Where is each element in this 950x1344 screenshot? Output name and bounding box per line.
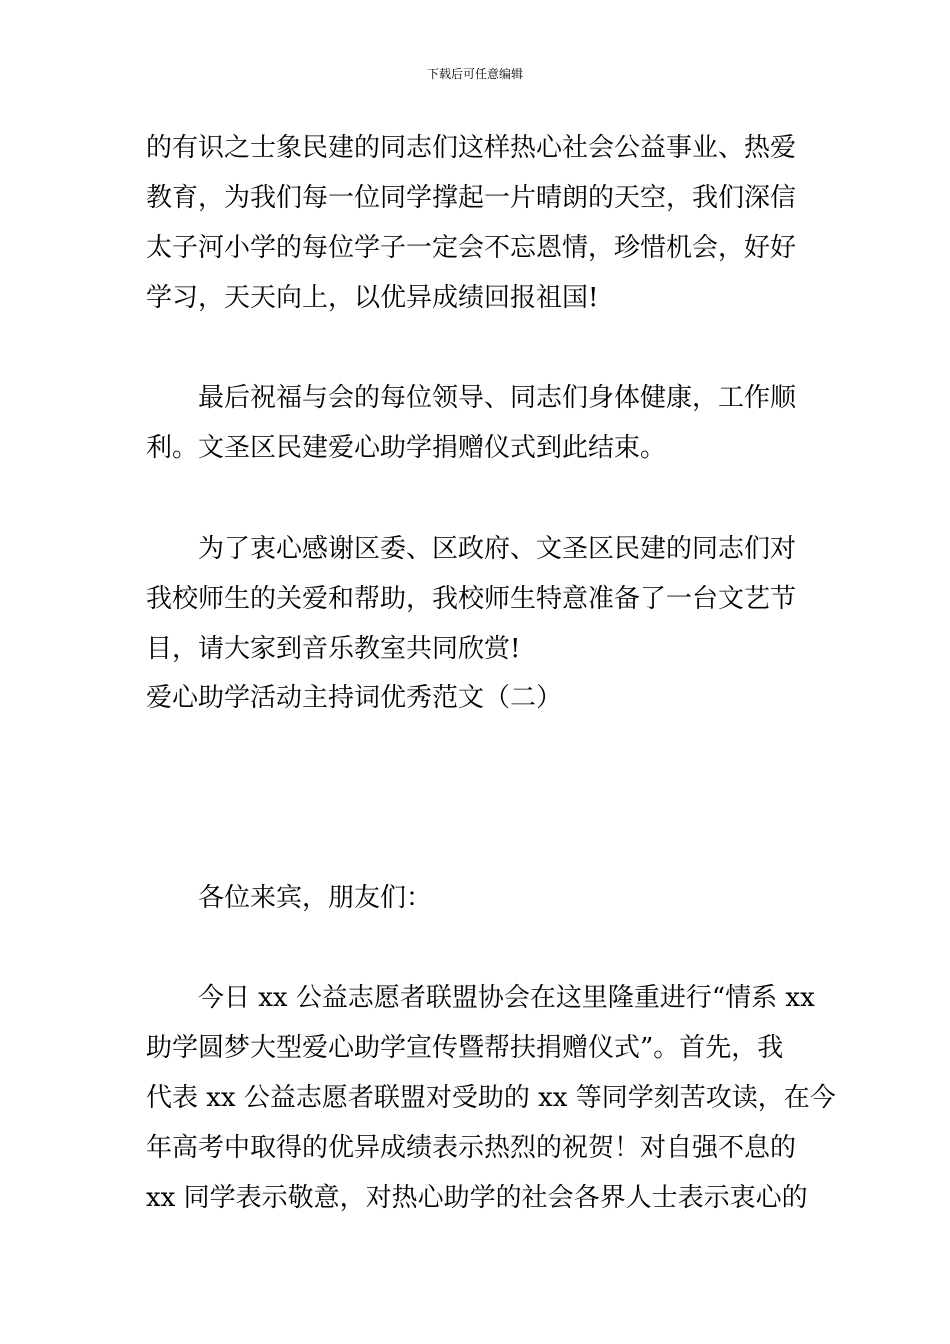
paragraph-1 [146, 123, 808, 323]
text-line: 爱心助学活动主持词优秀范文（二） [146, 683, 563, 713]
text-line: 年高考中取得的优异成绩表示热烈的祝贺！对自强不息的 [146, 1133, 797, 1163]
text-line: 最后祝福与会的每位领导、同志们身体健康，工作顺 [198, 383, 797, 413]
paragraph-3 [146, 524, 808, 674]
text-line: 太子河小学的每位学子一定会不忘恩情，珍惜机会，好好 [146, 233, 797, 263]
text-line: 学习，天天向上，以优异成绩回报祖国! [146, 283, 599, 313]
text-line: 教育，为我们每一位同学撑起一片晴朗的天空，我们深信 [146, 183, 797, 213]
paragraph-2 [146, 373, 808, 473]
text-line: 代表 xx 公益志愿者联盟对受助的 xx 等同学刻苦攻读，在今 [146, 1083, 836, 1113]
text-line: 利。文圣区民建爱心助学捐赠仪式到此结束。 [146, 433, 667, 463]
text-line: 的有识之士象民建的同志们这样热心社会公益事业、热爱 [146, 133, 797, 163]
text-line: 助学圆梦大型爱心助学宣传暨帮扶捐赠仪式”。首先，我 [146, 1033, 784, 1063]
greeting [146, 873, 808, 923]
text-line: 目，请大家到音乐教室共同欣赏! [146, 634, 521, 664]
text-line: 为了衷心感谢区委、区政府、文圣区民建的同志们对 [198, 534, 797, 564]
text-line: xx 同学表示敬意，对热心助学的社会各界人士表示衷心的 [146, 1183, 808, 1213]
page-header-note: 下载后可任意编辑 [426, 67, 523, 81]
text-line: 各位来宾，朋友们： [198, 883, 433, 913]
text-line: 今日 xx 公益志愿者联盟协会在这里隆重进行“情系 xx [198, 983, 815, 1013]
section-title [146, 673, 808, 723]
text-line: 我校师生的关爱和帮助，我校师生特意准备了一台文艺节 [146, 584, 797, 614]
paragraph-4 [146, 973, 836, 1223]
